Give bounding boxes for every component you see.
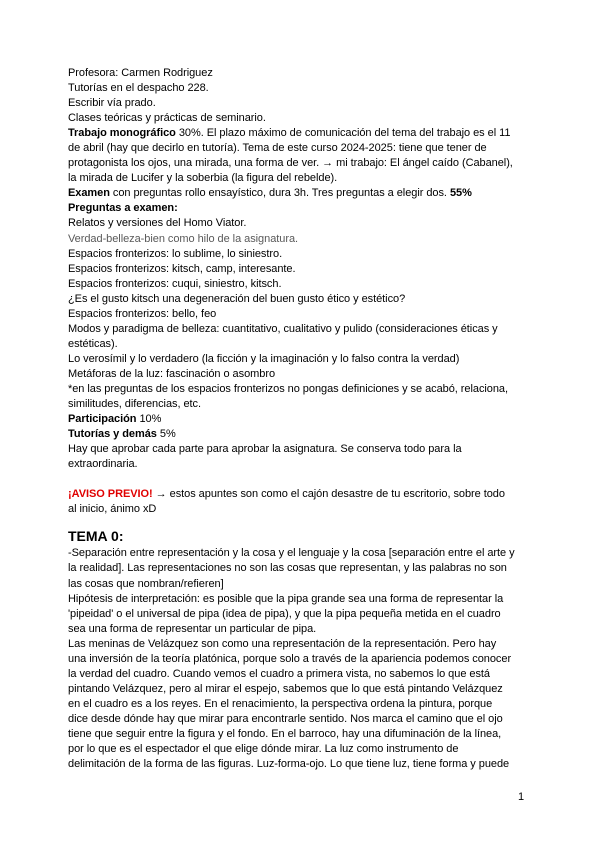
text-line (68, 307, 534, 322)
text-run: -Separación entre representación y la cosa y el lenguaje y la cosa [separación entre el arte y (68, 547, 515, 560)
text-line (68, 427, 534, 442)
text-line (68, 637, 534, 652)
text-run: 'pipeidad' o el universal de pipa (idea de pipa), y que la pipa pequeña metida en el cuadro (68, 607, 501, 620)
text-line (68, 322, 534, 337)
text-run: Modos y paradigma de belleza: cuantitativo, cualitativo y pulido (consideraciones éticas y (68, 322, 498, 335)
text-line (68, 352, 534, 367)
text-run: Clases teóricas y prácticas de seminario. (68, 112, 266, 125)
text-run: 10% (136, 413, 162, 426)
text-run: tiene que seguir entre la figura y el fondo. En el barroco, hay una difuminación de la línea, (68, 727, 502, 740)
text-run: la verdad del cuadro. Cuando vemos el cuadro a primera vista, no sabemos lo que está (68, 667, 490, 680)
text-run: Hipótesis de interpretación: es posible que la pipa grande sea una forma de representar la (68, 592, 504, 605)
text-line (68, 397, 534, 412)
text-line (68, 81, 534, 96)
text-line (68, 232, 534, 247)
text-line (68, 126, 534, 141)
text-run: Espacios fronterizos: kitsch, camp, interesante. (68, 262, 296, 275)
text-run: por lo que es el espectador el que elige dónde mirar. La luz como instrumento de (68, 743, 459, 756)
text-run: Trabajo monográfico (68, 127, 176, 140)
text-run: ¿Es el gusto kitsch una degeneración del buen gusto ético y estético? (68, 292, 406, 305)
text-line (68, 457, 534, 472)
text-run: ¡AVISO PREVIO! (68, 488, 153, 501)
text-run: con preguntas rollo ensayístico, dura 3h. Tres preguntas a elegir dos. (109, 187, 450, 200)
text-run: → estos apuntes son como el cajón desastre de tu escritorio, sobre todo (152, 488, 505, 501)
text-line (68, 652, 534, 667)
blank-line (68, 517, 534, 526)
text-run: Espacios fronterizos: bello, feo (68, 307, 217, 320)
text-line (68, 337, 534, 352)
text-run: protagonista los ojos, una mirada, una forma de ver. → mi trabajo: El ángel caído (Cabanel), (68, 157, 513, 170)
page-number: 1 (518, 791, 525, 803)
text-run: Relatos y versiones del Homo Viator. (68, 217, 247, 230)
text-run: 30%. El plazo máximo de comunicación del tema del trabajo es el 11 (175, 127, 511, 140)
text-line (68, 592, 534, 607)
text-run: en el cuadro es a los reyes. En el renacimiento, la perspectiva ordena la pintura, porque (68, 697, 493, 710)
text-run: las cosas que nombran/refieren] (68, 577, 224, 590)
text-run: Participación (68, 413, 137, 426)
text-run: Profesora: Carmen Rodriguez (68, 67, 213, 79)
text-run: Espacios fronterizos: cuqui, siniestro, kitsch. (68, 277, 282, 290)
text-line (68, 561, 534, 576)
text-run: Metáforas de la luz: fascinación o asombro (68, 367, 276, 380)
document-lines (68, 66, 534, 772)
text-run: la mirada de Lucifer y la soberbia (la figura del rebelde). (68, 172, 338, 185)
text-run: estéticas). (68, 337, 118, 350)
text-run: delimitación de la forma de las figuras. Luz-forma-ojo. Lo que tiene luz, tiene forma y puede (68, 758, 510, 771)
text-line (68, 262, 534, 277)
text-run: Verdad-belleza-bien como hilo de la asignatura. (68, 232, 299, 245)
text-line (68, 712, 534, 727)
text-line (68, 292, 534, 307)
text-run: extraordinaria. (68, 458, 138, 471)
text-run: Tutorías en el despacho 228. (68, 82, 209, 95)
text-run: Espacios fronterizos: lo sublime, lo siniestro. (68, 247, 283, 260)
text-run: la realidad]. Las representaciones no son las cosas que representan, y las palabras no son (68, 562, 507, 575)
text-line (68, 216, 534, 231)
text-run: TEMA 0: (68, 528, 124, 545)
text-line (68, 546, 534, 561)
text-run: una inversión de la teoría platónica, porque solo a través de la apariencia podemos conocer (68, 652, 512, 665)
text-line (68, 382, 534, 397)
text-line (68, 442, 534, 457)
text-line (68, 96, 534, 111)
text-run: Hay que aprobar cada parte para aprobar la asignatura. Se conserva todo para la (68, 443, 462, 456)
text-run: Tutorías y demás (68, 428, 157, 441)
text-line (68, 367, 534, 382)
text-line (68, 577, 534, 592)
text-run: Examen (68, 187, 110, 200)
text-line (68, 141, 534, 156)
text-run: sea una forma de representar un particular de pipa. (68, 622, 317, 635)
text-line (68, 682, 534, 697)
text-line (68, 201, 534, 216)
text-run: *en las preguntas de los espacios fronterizos no pongas definiciones y se acabó, relaciona, (68, 382, 509, 395)
text-line (68, 607, 534, 622)
text-line (68, 111, 534, 126)
text-line (68, 727, 534, 742)
text-line (68, 247, 534, 262)
text-run: al inicio, ánimo xD (68, 503, 157, 516)
text-run: 55% (449, 187, 472, 200)
text-line (68, 186, 534, 201)
text-line (68, 66, 534, 81)
text-run: de abril (hay que decirlo en tutoría). Tema de este curso 2024-2025: tiene que tener de (68, 142, 487, 155)
text-line (68, 622, 534, 637)
text-line (68, 487, 534, 502)
text-run: similitudes, diferencias, etc. (68, 398, 201, 411)
text-run: dice desde dónde hay que mirar para encontrarle sentido. Nos marca el camino que el ojo (68, 712, 503, 725)
text-line (68, 502, 534, 517)
section-heading (68, 526, 534, 546)
text-run: pintando Velázquez, pero al mirar el espejo, sabemos que lo que está pintando Velázquez (68, 682, 503, 695)
text-line (68, 742, 534, 757)
text-line (68, 697, 534, 712)
text-line (68, 156, 534, 171)
text-line (68, 667, 534, 682)
text-line (68, 277, 534, 292)
text-line (68, 171, 534, 186)
text-line (68, 757, 534, 772)
text-run: Preguntas a examen: (68, 202, 178, 215)
text-line (68, 412, 534, 427)
text-run: Escribir vía prado. (68, 97, 156, 110)
blank-line (68, 472, 534, 487)
text-run: 5% (156, 428, 176, 441)
text-run: Las meninas de Velázquez son como una representación de la representación. Pero hay (68, 637, 497, 650)
text-run: Lo verosímil y lo verdadero (la ficción y la imaginación y lo falso contra la verdad) (68, 352, 460, 365)
